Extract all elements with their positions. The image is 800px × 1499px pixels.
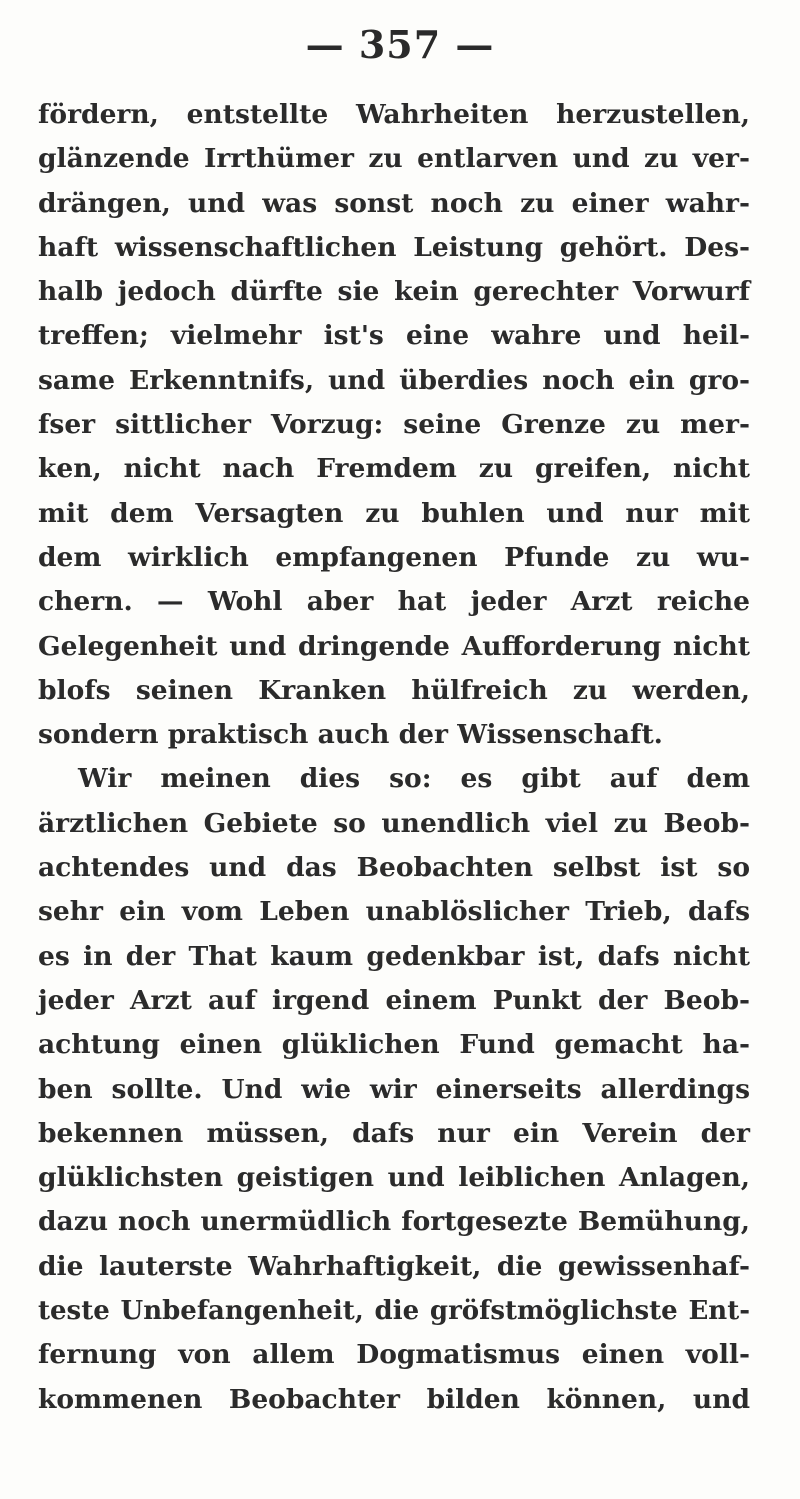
text-line: dazu noch unermüdlich fortgesezte Bemühung, [38,1206,750,1238]
text-line: fernung von allem Dogmatismus einen voll- [38,1339,750,1371]
text-line: glänzende Irrthümer zu entlarven und zu ver- [38,143,750,175]
text-line: dem wirklich empfangenen Pfunde zu wu- [38,541,750,573]
text-line: halb jedoch dürfte sie kein gerechter Vorwurf [38,276,750,308]
text-line: jeder Arzt auf irgend einem Punkt der Beob- [38,984,750,1016]
text-line: mit dem Versagten zu buhlen und nur mit [38,497,750,529]
text-line: ben sollte. Und wie wir einerseits allerdings [38,1073,750,1105]
text-line: Gelegenheit und dringende Aufforderung nicht [38,630,750,662]
text-line: sehr ein vom Leben unablöslicher Trieb, dafs [38,896,750,928]
text-line: ken, nicht nach Fremdem zu greifen, nicht [38,453,750,485]
text-line: teste Unbefangenheit, die gröfstmöglichste Ent- [38,1296,750,1327]
text-line: fördern, entstellte Wahrheiten herzustellen, [38,99,750,130]
text-line: glüklichsten geistigen und leiblichen Anlagen, [38,1162,750,1194]
text-line: chern. — Wohl aber hat jeder Arzt reiche [38,586,750,618]
page-number: — 357 — [305,22,495,67]
text-line: fser sittlicher Vorzug: seine Grenze zu mer- [38,409,750,441]
text-line: treffen; vielmehr ist's eine wahre und heil- [38,320,750,352]
text-line: Wir meinen dies so: es gibt auf dem [78,763,750,795]
text-line: es in der That kaum gedenkbar ist, dafs nicht [38,940,750,972]
text-line: blofs seinen Kranken hülfreich zu werden, [38,674,750,706]
text-line: die lauterste Wahrhaftigkeit, die gewissenhaf- [38,1250,750,1282]
body-text [38,93,750,1422]
text-line: drängen, und was sonst noch zu einer wahr- [38,187,750,219]
text-line: same Erkenntnifs, und überdies noch ein gro- [38,364,750,396]
text-line: haft wissenschaftlichen Leistung gehört. Des- [38,231,750,263]
text-line: achtendes und das Beobachten selbst ist so [38,852,750,884]
text-line: kommenen Beobachter bilden können, und [38,1383,750,1415]
text-line: achtung einen glüklichen Fund gemacht ha- [38,1029,750,1061]
text-line: sondern praktisch auch der Wissenschaft. [38,719,663,751]
text-line: ärztlichen Gebiete so unendlich viel zu Beob- [38,807,750,839]
text-line: bekennen müssen, dafs nur ein Verein der [38,1117,750,1149]
